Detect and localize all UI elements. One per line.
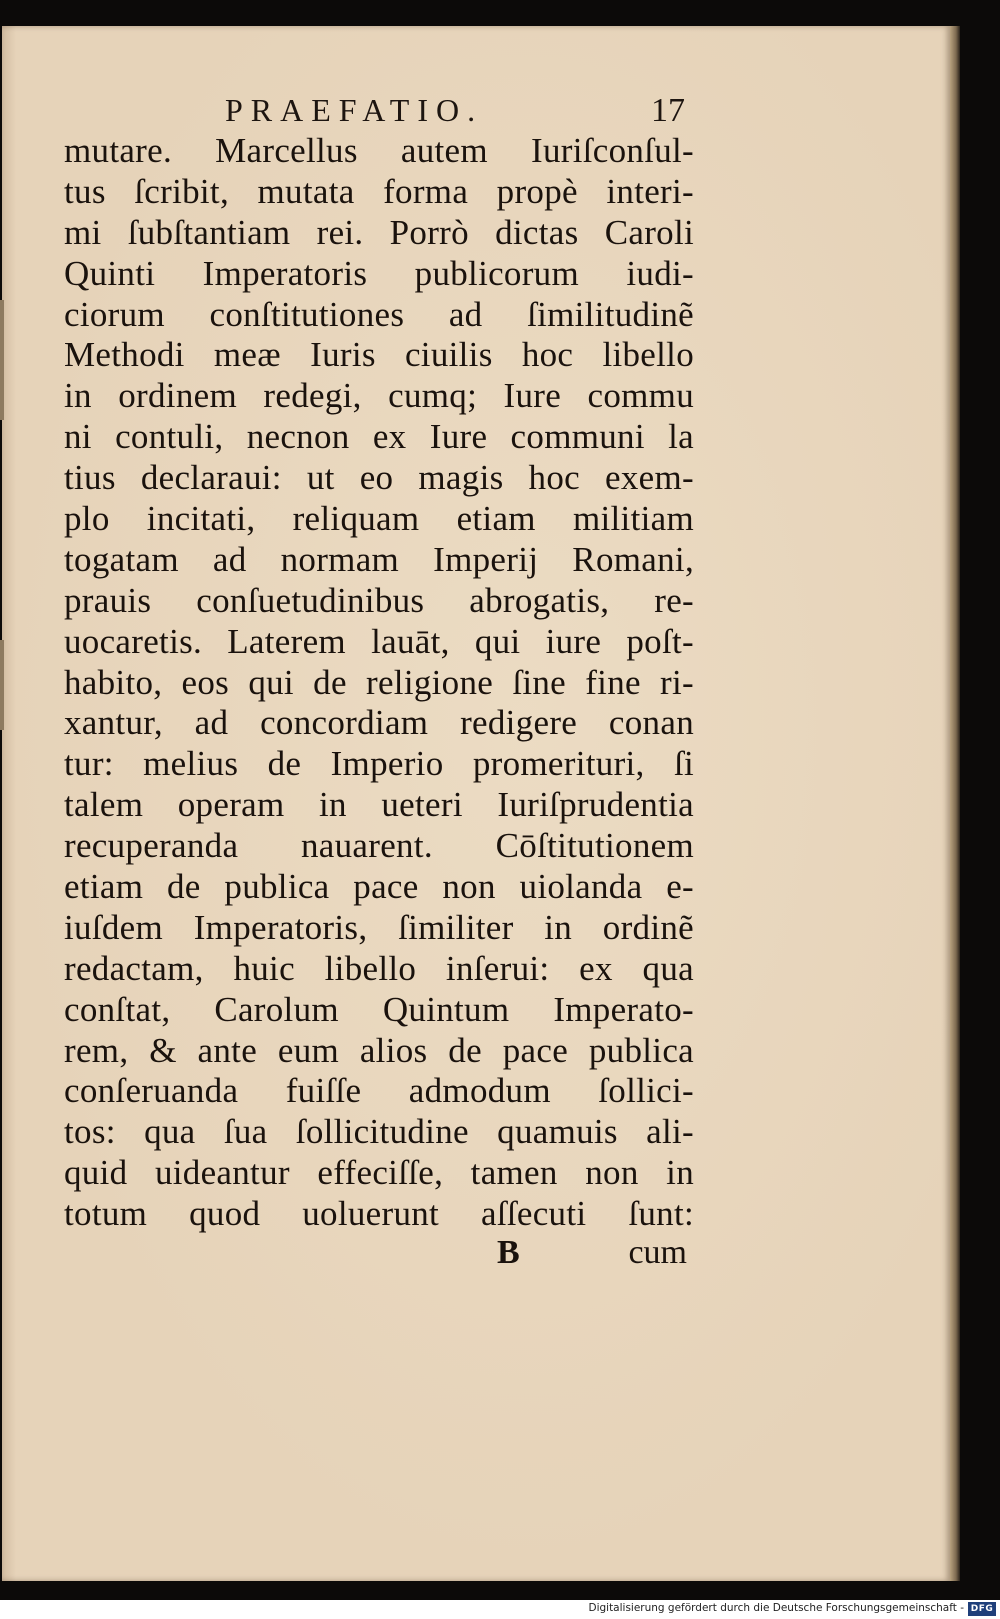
text-line: tius declaraui: ut eo magis hoc exem-	[64, 458, 694, 498]
text-line: mutare. Marcellus autem Iuriſconſul-	[64, 131, 694, 170]
text-line: etiam de publica pace non uiolanda e-	[64, 867, 694, 907]
text-line: habito, eos qui de religione ſine fine ri-	[64, 662, 694, 702]
text-line: totum quod uoluerunt aſſecuti ſunt:	[64, 1194, 694, 1234]
text-line: Methodi meæ Iuris ciuilis hoc libello	[64, 335, 694, 375]
funding-credit: Digitalisierung gefördert durch die Deutsche Forschungsgemeinschaft -	[588, 1602, 964, 1614]
page-fore-edge	[950, 26, 960, 1581]
text-line: tur: melius de Imperio promerituri, ſi	[64, 744, 694, 784]
text-line: in ordinem redegi, cumq; Iure commu	[64, 376, 694, 416]
binding-shadow	[0, 640, 4, 730]
text-line: rem, & ante eum alios de pace publica	[64, 1030, 694, 1070]
binding-shadow	[0, 300, 4, 420]
text-line: uocaretis. Laterem lauāt, qui iure poſt-	[64, 621, 694, 661]
text-line: redactam, huic libello inſerui: ex qua	[64, 948, 694, 988]
text-line: plo incitati, reliquam etiam militiam	[64, 499, 694, 539]
text-line: recuperanda nauarent. Cōſtitutionem	[64, 826, 694, 866]
text-line: quid uideantur effeciſſe, tamen non in	[64, 1153, 694, 1193]
text-line: tos: qua ſua ſollicitudine quamuis ali-	[64, 1112, 694, 1152]
text-line: conſeruanda fuiſſe admodum ſollici-	[64, 1071, 694, 1111]
text-line: tus ſcribit, mutata forma propè interi-	[64, 171, 694, 211]
text-line: ciorum conſtitutiones ad ſimilitudinẽ	[64, 294, 694, 334]
text-line: iuſdem Imperatoris, ſimiliter in ordinẽ	[64, 907, 694, 947]
dfg-logo: DFG	[968, 1602, 996, 1616]
catchline	[497, 1234, 687, 1274]
catchword: cum	[628, 1234, 687, 1271]
text-line: prauis conſuetudinibus abrogatis, re-	[64, 580, 694, 620]
running-head: PRAEFATIO.	[225, 92, 484, 128]
text-line: ni contuli, necnon ex Iure communi la	[64, 417, 694, 457]
text-line: conſtat, Carolum Quintum Imperato-	[64, 989, 694, 1029]
signature-mark: B	[497, 1234, 520, 1271]
text-line: mi ſubſtantiam rei. Porrò dictas Caroli	[64, 212, 694, 252]
body-text	[64, 131, 694, 1235]
text-line: xantur, ad concordiam redigere conan	[64, 703, 694, 743]
page-number: 17	[651, 92, 685, 129]
text-line: togatam ad normam Imperij Romani,	[64, 539, 694, 579]
text-line: Quinti Imperatoris publicorum iudi-	[64, 253, 694, 293]
text-line: talem operam in ueteri Iuriſprudentia	[64, 785, 694, 825]
